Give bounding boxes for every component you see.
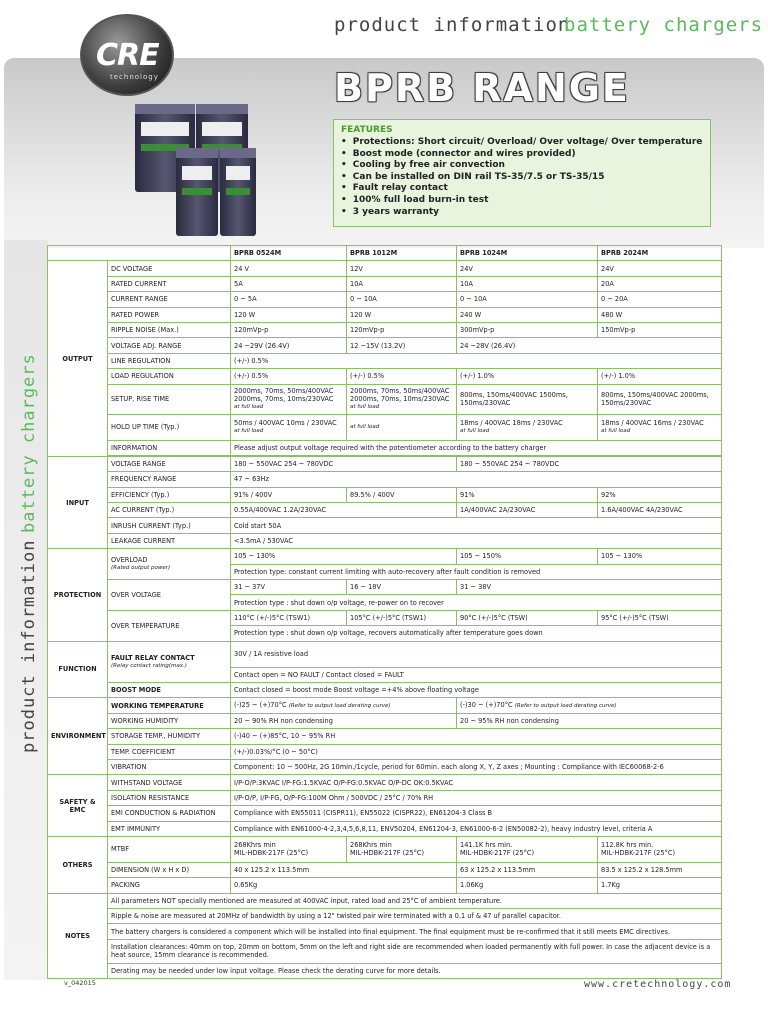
feature-item: • 3 years warranty — [341, 207, 703, 219]
row-label: VOLTAGE ADJ. RANGE — [108, 338, 231, 353]
table-row: LEAKAGE CURRENT <3.5mA / 530VAC — [48, 533, 722, 548]
product-image-3 — [176, 148, 218, 236]
model-header: BPRB 1012M — [347, 246, 457, 261]
table-row: TEMP. COEFFICIENT (+/-)0.03%/°C (0 ~ 50°C) — [48, 744, 722, 759]
row-label: RIPPLE NOISE (Max.) — [108, 322, 231, 337]
group-label: PROTECTION — [48, 549, 108, 641]
row-label: CURRENT RANGE — [108, 292, 231, 307]
row-label: RATED CURRENT — [108, 276, 231, 291]
spec-table — [47, 245, 722, 979]
battery-chargers-heading: battery chargers — [564, 14, 764, 36]
group-label: OUTPUT — [48, 261, 108, 457]
group-label: OTHERS — [48, 836, 108, 893]
table-row: VIBRATION Component: 10 ~ 500Hz, 2G 10min./1cycle, period for 60min. each along X, Y, Z axes ; Mounting : Compliance with IEC60068-2-6 — [48, 759, 722, 774]
row-label: FREQUENCY RANGE — [108, 472, 231, 487]
page-title: BPRB RANGE — [334, 66, 630, 110]
table-row: EFFICIENCY (Typ.) 91% / 400V 89.5% / 400V 91% 92% — [48, 487, 722, 502]
row-label: BOOST MODE — [108, 682, 231, 697]
table-row: AC CURRENT (Typ.) 0.55A/400VAC 1.2A/230VAC 1A/400VAC 2A/230VAC 1.6A/400VAC 4A/230VAC — [48, 503, 722, 518]
side-label-battery: battery chargers — [19, 353, 39, 533]
table-row: ISOLATION RESISTANCE I/P-O/P, I/P-FG, O/P-FG:100M Ohm / 500VDC / 25°C / 70% RH — [48, 790, 722, 805]
table-row: LOAD REGULATION (+/-) 0.5% (+/-) 0.5% (+/-) 1.0% (+/-) 1.0% — [48, 369, 722, 384]
table-row: OUTPUT DC VOLTAGE 24 V 12V 24V 24V — [48, 261, 722, 276]
row-label: ISOLATION RESISTANCE — [108, 790, 231, 805]
website-link[interactable]: www.cretechnology.com — [584, 979, 732, 990]
table-row: CURRENT RANGE 0 ~ 5A 0 ~ 10A 0 ~ 10A 0 ~ 20A — [48, 292, 722, 307]
row-label: TEMP. COEFFICIENT — [108, 744, 231, 759]
row-label: SETUP, RISE TIME — [108, 384, 231, 414]
side-label-product: product information — [19, 539, 39, 753]
row-label: RATED POWER — [108, 307, 231, 322]
features-list — [341, 137, 703, 218]
table-row: DIMENSION (W x H x D) 40 x 125.2 x 113.5mm 63 x 125.2 x 113.5mm 83.5 x 125.2 x 128.5mm — [48, 862, 722, 877]
note-row: Derating may be needed under low input voltage. Please check the derating curve for more details. — [48, 963, 722, 978]
table-row: SETUP, RISE TIME 2000ms, 70ms, 50ms/400VAC 2000ms, 70ms, 10ms/230VAC at full load 2000ms, 70ms, 50ms/400VAC 2000ms, 70ms, 10ms/230VAC at full load 800ms, 150ms/400VAC 1500ms, 150ms/230VAC 800ms, 150ms/400VAC 2000ms, 150ms/230VAC — [48, 384, 722, 414]
logo-subtitle: technology — [110, 73, 159, 81]
feature-item: • Fault relay contact — [341, 183, 703, 195]
model-header: BPRB 2024M — [598, 246, 722, 261]
version-label: v_042015 — [64, 979, 96, 987]
table-row: Contact open = NO FAULT / Contact closed = FAULT — [48, 667, 722, 682]
row-label: LEAKAGE CURRENT — [108, 533, 231, 548]
feature-item: • Can be installed on DIN rail TS-35/7.5 or TS-35/15 — [341, 172, 703, 184]
row-label: AC CURRENT (Typ.) — [108, 503, 231, 518]
model-header: BPRB 0524M — [231, 246, 347, 261]
group-label: NOTES — [48, 893, 108, 979]
note-row: Installation clearances: 40mm on top, 20mm on bottom, 5mm on the left and right side are recommended when loaded permanently with full power. In case the adjacent device is a heat source, 15mm clearance is recommended. — [48, 939, 722, 963]
group-label: INPUT — [48, 456, 108, 548]
row-label: EMT IMMUNITY — [108, 821, 231, 836]
model-header: BPRB 1024M — [457, 246, 598, 261]
table-row: OTHERS MTBF 268Khrs min MIL-HDBK-217F (25°C) 268Khrs min MIL-HDBK-217F (25°C) 141.1K hrs min. MIL-HDBK-217F (25°C) 112.8K hrs min. MIL-HDBK-217F (25°C) — [48, 836, 722, 862]
table-row: SAFETY & EMC WITHSTAND VOLTAGE I/P-O/P:3KVAC I/P-FG:1.5KVAC O/P-FG:0.5KVAC O/P-DC OK:0.5KVAC — [48, 775, 722, 790]
row-label: WORKING TEMPERATURE — [108, 698, 231, 713]
table-row: PACKING 0.65Kg 1.06Kg 1.7Kg — [48, 878, 722, 893]
table-row: BOOST MODE Contact closed = boost mode Boost voltage =+4% above floating voltage — [48, 682, 722, 697]
row-label: LOAD REGULATION — [108, 369, 231, 384]
feature-item: • Boost mode (connector and wires provided) — [341, 149, 703, 161]
note-row: The battery chargers is considered a component which will be installed into final equipment. The final equipment must be re-confirmed that it still meets EMC directives. — [48, 924, 722, 939]
feature-item: • Cooling by free air convection — [341, 160, 703, 172]
row-label: VIBRATION — [108, 759, 231, 774]
row-label: PACKING — [108, 878, 231, 893]
table-row: EMI CONDUCTION & RADIATION Compliance with EN55011 (CISPR11), EN55022 (CISPR22), EN61204-3 Class B — [48, 806, 722, 821]
table-row: OVER TEMPERATURE 110°C (+/-)5°C (TSW1) 105°C (+/-)5°C (TSW1) 90°C (+/-)5°C (TSW) 95°C (+/-)5°C (TSW) — [48, 610, 722, 625]
group-label: ENVIRONMENT — [48, 698, 108, 775]
features-box — [333, 119, 711, 227]
row-label: EFFICIENCY (Typ.) — [108, 487, 231, 502]
feature-item: • 100% full load burn-in test — [341, 195, 703, 207]
table-row: Protection type : shut down o/p voltage, recovers automatically after temperature goes down — [48, 626, 722, 641]
table-row: EMT IMMUNITY Compliance with EN61000-4-2,3,4,5,6,8,11, ENV50204, EN61204-3, EN61000-6-2 (EN50082-2), heavy industry level, criteria A — [48, 821, 722, 836]
table-row: PROTECTION OVERLOAD (Rated output power) 105 ~ 130% 105 ~ 150% 105 ~ 130% — [48, 549, 722, 564]
row-label: EMI CONDUCTION & RADIATION — [108, 806, 231, 821]
table-row: RATED CURRENT 5A 10A 10A 20A — [48, 276, 722, 291]
row-label: WITHSTAND VOLTAGE — [108, 775, 231, 790]
table-row: RATED POWER 120 W 120 W 240 W 480 W — [48, 307, 722, 322]
row-label: LINE REGULATION — [108, 353, 231, 368]
table-row: FUNCTION FAULT RELAY CONTACT (Relay contact rating(max.) 30V / 1A resistive load — [48, 641, 722, 667]
row-label: DC VOLTAGE — [108, 261, 231, 276]
group-label: SAFETY & EMC — [48, 775, 108, 837]
note-row: Ripple & noise are measured at 20MHz of bandwidth by using a 12" twisted pair wire terminated with a 0.1 uf & 47 uf parallel capacitor. — [48, 909, 722, 924]
row-label: FAULT RELAY CONTACT (Relay contact rating(max.) — [108, 641, 231, 682]
table-row: INFORMATION Please adjust output voltage required with the potentiometer according to the battery charger — [48, 440, 722, 455]
table-header-row — [48, 246, 722, 261]
table-row: WORKING HUMIDITY 20 ~ 90% RH non condensing 20 ~ 95% RH non condensing — [48, 713, 722, 728]
table-row: HOLD UP TIME (Typ.) 50ms / 400VAC 10ms / 230VAC at full load at full load 18ms / 400VAC 18ms / 230VAC at full load 18ms / 400VAC 16ms / 230VAC at full load — [48, 414, 722, 440]
cre-logo — [80, 14, 174, 96]
table-row: INPUT VOLTAGE RANGE 180 ~ 550VAC 254 ~ 780VDC 180 ~ 550VAC 254 ~ 780VDC — [48, 456, 722, 471]
row-label: INFORMATION — [108, 440, 231, 455]
table-row: LINE REGULATION (+/-) 0.5% — [48, 353, 722, 368]
row-label: HOLD UP TIME (Typ.) — [108, 414, 231, 440]
table-row: VOLTAGE ADJ. RANGE 24 ~29V (26.4V) 12 ~15V (13.2V) 24 ~28V (26.4V) — [48, 338, 722, 353]
row-label: OVER VOLTAGE — [108, 580, 231, 611]
row-label: MTBF — [108, 836, 231, 862]
table-row: OVER VOLTAGE 31 ~ 37V 16 ~ 18V 31 ~ 38V — [48, 580, 722, 595]
table-row: FREQUENCY RANGE 47 ~ 63Hz — [48, 472, 722, 487]
row-label: VOLTAGE RANGE — [108, 456, 231, 471]
table-row: ENVIRONMENT WORKING TEMPERATURE (-)25 ~ (+)70°C (Refer to output load derating curve) (-)30 ~ (+)70°C (Refer to output load derating curve) — [48, 698, 722, 713]
row-label: OVERLOAD (Rated output power) — [108, 549, 231, 580]
row-label: DIMENSION (W x H x D) — [108, 862, 231, 877]
product-information-heading: product information — [334, 14, 571, 36]
row-label: INRUSH CURRENT (Typ.) — [108, 518, 231, 533]
table-row: Protection type: constant current limiting with auto-recovery after fault condition is removed — [48, 564, 722, 579]
note-row: NOTES All parameters NOT specially mentioned are measured at 400VAC input, rated load and 25°C of ambient temperature. — [48, 893, 722, 908]
product-image-4 — [220, 148, 256, 236]
group-label: FUNCTION — [48, 641, 108, 698]
row-label: OVER TEMPERATURE — [108, 610, 231, 641]
features-heading: FEATURES — [341, 125, 393, 135]
row-label: WORKING HUMIDITY — [108, 713, 231, 728]
table-row: Protection type : shut down o/p voltage, re-power on to recover — [48, 595, 722, 610]
table-row: STORAGE TEMP., HUMIDITY (-)40 ~ (+)85°C, 10 ~ 95% RH — [48, 729, 722, 744]
feature-item: • Protections: Short circuit/ Overload/ Over voltage/ Over temperature — [341, 137, 703, 149]
row-label: STORAGE TEMP., HUMIDITY — [108, 729, 231, 744]
table-row: INRUSH CURRENT (Typ.) Cold start 50A — [48, 518, 722, 533]
logo-mark: CRE — [96, 38, 159, 73]
table-row: RIPPLE NOISE (Max.) 120mVp-p 120mVp-p 300mVp-p 150mVp-p — [48, 322, 722, 337]
